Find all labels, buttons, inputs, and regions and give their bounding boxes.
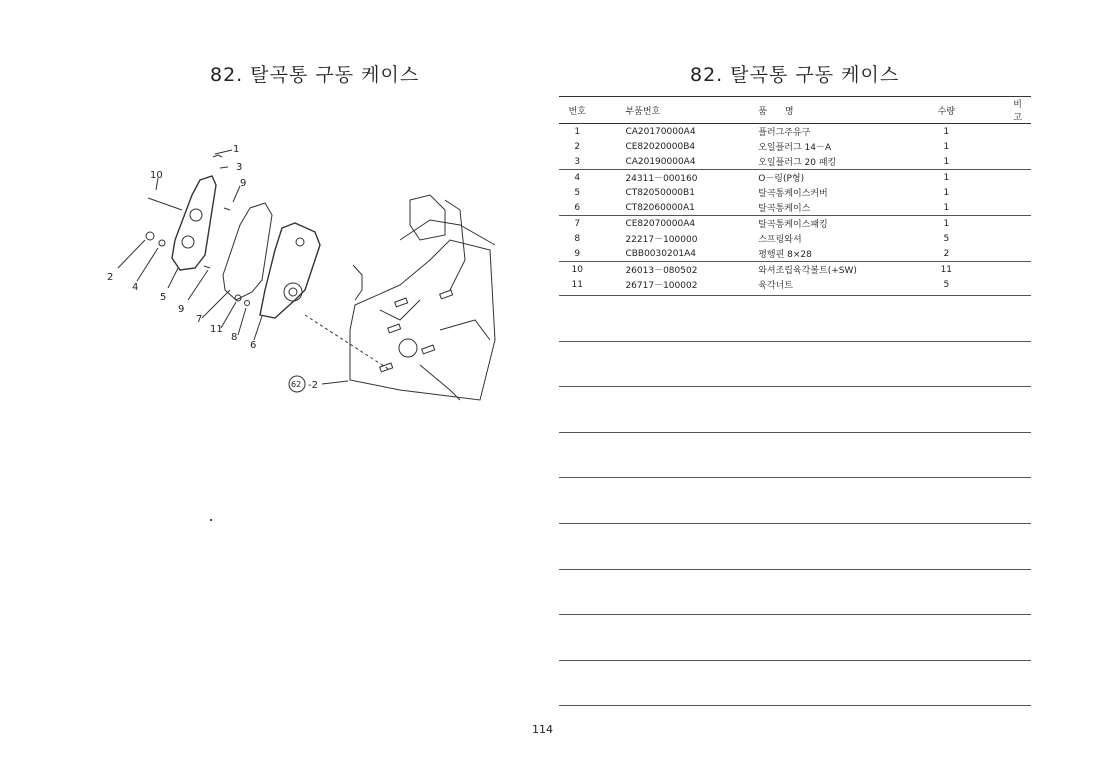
header-part-no: 부품번호: [595, 97, 748, 124]
row-qty: 5: [943, 233, 950, 244]
blank-row-rule: [559, 386, 1031, 387]
table-row: [559, 231, 1031, 246]
header-name: 품 명: [748, 97, 919, 124]
row-part-no: CE82070000A4: [625, 218, 696, 229]
table-row: [559, 124, 1031, 140]
row-note: [973, 246, 1031, 262]
row-name: 탈곡통케이스커버: [758, 189, 828, 199]
callout-9-bottom: 9: [178, 304, 185, 315]
blank-row-rule: [559, 614, 1031, 615]
row-qty: 1: [943, 141, 950, 152]
callout-11: 11: [210, 324, 223, 335]
parts-table: [559, 96, 1031, 292]
row-name: 탈곡통케이스: [748, 200, 919, 216]
row-part-no: 22217－100000: [625, 235, 698, 245]
blank-row-rule: [559, 569, 1031, 570]
row-qty: 5: [943, 279, 950, 290]
blank-row-rule: [559, 477, 1031, 478]
blank-row-rule: [559, 432, 1031, 433]
callout-8: 8: [231, 332, 238, 343]
table-row: [559, 262, 1031, 278]
row-part-no: CT82060000A1: [595, 200, 748, 216]
row-qty: 1: [943, 187, 950, 198]
callout-1: 1: [233, 144, 240, 155]
header-qty: 수량: [919, 97, 973, 124]
callout-9-top: 9: [240, 178, 247, 189]
header-no: 번호: [559, 97, 595, 124]
row-name: 오일플러그 20 패킹: [748, 154, 919, 170]
callout-6: 6: [250, 340, 257, 351]
blank-row-rule: [559, 523, 1031, 524]
row-part-no: CE82020000B4: [625, 141, 696, 152]
row-name: 스프링와셔: [758, 235, 802, 245]
row-qty: 1: [943, 218, 950, 229]
callout-3: 3: [236, 162, 243, 173]
blank-row-rule: [559, 341, 1031, 342]
row-qty: 2: [919, 246, 973, 262]
callout-10: 10: [150, 170, 163, 181]
row-no: 4: [574, 172, 581, 183]
row-no: 2: [574, 141, 581, 152]
callout-7: 7: [196, 314, 203, 325]
row-qty: 1: [919, 154, 973, 170]
row-no: 5: [574, 187, 581, 198]
table-row: [559, 277, 1031, 292]
row-note: [973, 185, 1031, 200]
row-no: 8: [574, 233, 581, 244]
row-part-no: 24311－000160: [625, 174, 698, 184]
right-page-title: 82. 탈곡통 구동 케이스: [690, 64, 900, 86]
callout-2: 2: [107, 272, 114, 283]
row-note: [973, 154, 1031, 170]
row-no: 3: [559, 154, 595, 170]
row-name: 와셔조립육각볼트(+SW): [758, 266, 857, 276]
table-header-row: [559, 97, 1031, 124]
row-name: 육각너트: [758, 281, 793, 291]
row-part-no: 26717－100002: [625, 281, 698, 291]
blank-row-rule: [559, 295, 1031, 296]
exploded-parts-diagram: [100, 140, 500, 440]
row-name: 탈곡통케이스패킹: [758, 220, 828, 230]
row-part-no: CBB0030201A4: [595, 246, 748, 262]
row-name: 오일플러그 14－A: [758, 143, 832, 153]
row-qty: 1: [943, 126, 950, 137]
row-name: 플러그주유구: [758, 128, 811, 138]
row-qty: 11: [940, 264, 953, 275]
row-no: 1: [574, 126, 581, 137]
header-note: 비 고: [973, 97, 1031, 124]
blank-row-rule: [559, 705, 1031, 706]
row-part-no: CA20170000A4: [625, 126, 696, 137]
row-no: 6: [559, 200, 595, 216]
row-name: O－링(P형): [758, 174, 805, 184]
table-row: [559, 139, 1031, 154]
row-part-no: CA20190000A4: [595, 154, 748, 170]
table-row: [559, 185, 1031, 200]
row-note: [973, 139, 1031, 154]
table-row: [559, 200, 1031, 216]
row-qty: 1: [919, 200, 973, 216]
row-no: 11: [571, 279, 583, 290]
blank-row-rule: [559, 660, 1031, 661]
left-page-title: 82. 탈곡통 구동 케이스: [210, 64, 420, 86]
row-note: [973, 170, 1031, 186]
row-name: 평행핀 8×28: [748, 246, 919, 262]
callout-62: 62: [291, 380, 302, 389]
table-row: [559, 216, 1031, 232]
row-note: [973, 216, 1031, 232]
table-row: [559, 170, 1031, 186]
table-row: [559, 246, 1031, 262]
row-note: [973, 231, 1031, 246]
row-note: [973, 277, 1031, 292]
row-qty: 1: [943, 172, 950, 183]
row-note: [973, 262, 1031, 278]
row-no: 10: [571, 264, 583, 275]
table-row: [559, 154, 1031, 170]
stray-mark: [210, 519, 212, 521]
callout-5: 5: [160, 292, 167, 303]
row-note: [973, 124, 1031, 140]
row-part-no: CT82050000B1: [625, 187, 695, 198]
row-no: 7: [574, 218, 581, 229]
page-number: 114: [532, 723, 553, 736]
row-no: 9: [559, 246, 595, 262]
callout-4: 4: [132, 282, 139, 293]
row-part-no: 26013－080502: [625, 266, 698, 276]
callout-dash-2: -2: [308, 380, 318, 391]
row-note: [973, 200, 1031, 216]
